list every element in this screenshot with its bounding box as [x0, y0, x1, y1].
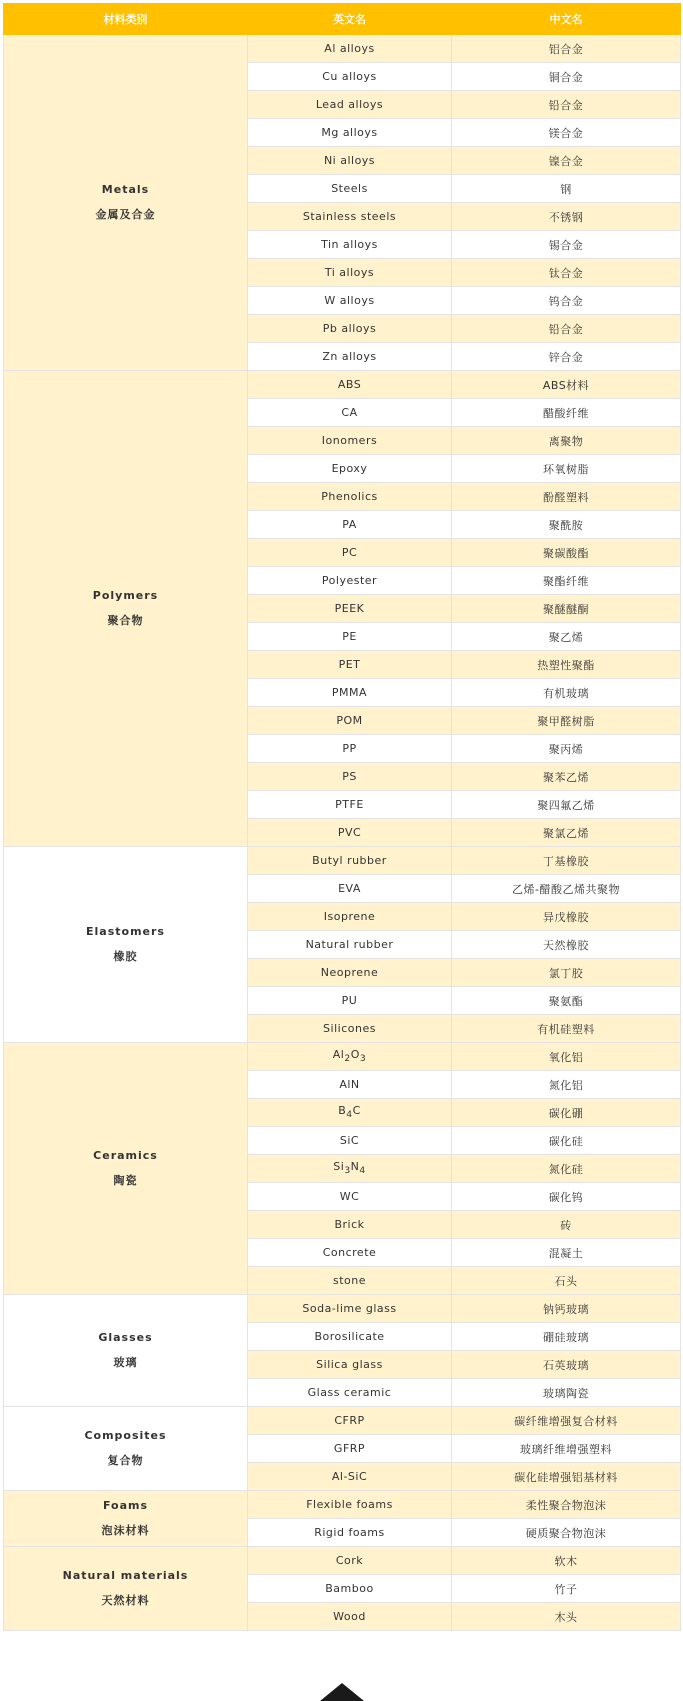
english-name-cell: Al alloys	[248, 35, 452, 63]
table-row	[4, 1295, 681, 1323]
chinese-name-cell: 玻璃纤维增强塑料	[452, 1435, 681, 1463]
chinese-name-cell: 砖	[452, 1211, 681, 1239]
english-name-cell: Cork	[248, 1547, 452, 1575]
english-name-cell: POM	[248, 707, 452, 735]
english-name-cell: $Si_3N_4$	[248, 1155, 452, 1183]
chinese-name-cell: 钨合金	[452, 287, 681, 315]
chinese-name-cell: 不锈钢	[452, 203, 681, 231]
chinese-name-cell: 碳化硼	[452, 1099, 681, 1127]
chinese-name-cell: 酚醛塑料	[452, 483, 681, 511]
chinese-name-cell: 离聚物	[452, 427, 681, 455]
chinese-name-cell: 氯丁胶	[452, 959, 681, 987]
chinese-name-cell: 石头	[452, 1267, 681, 1295]
category-cell	[4, 371, 248, 847]
english-name-cell: Concrete	[248, 1239, 452, 1267]
english-name-cell: Glass ceramic	[248, 1379, 452, 1407]
english-name-cell: Epoxy	[248, 455, 452, 483]
chinese-name-cell: 软木	[452, 1547, 681, 1575]
english-name-cell: Soda-lime glass	[248, 1295, 452, 1323]
chinese-name-cell: 聚酯纤维	[452, 567, 681, 595]
chinese-name-cell: 钢	[452, 175, 681, 203]
english-name-cell: W alloys	[248, 287, 452, 315]
chinese-name-cell: 硬质聚合物泡沫	[452, 1519, 681, 1547]
header-row	[4, 4, 681, 35]
english-name-cell: Bamboo	[248, 1575, 452, 1603]
chinese-name-cell: 天然橡胶	[452, 931, 681, 959]
chinese-name-cell: 碳化钨	[452, 1183, 681, 1211]
chinese-name-cell: 聚氨酯	[452, 987, 681, 1015]
english-name-cell: SiC	[248, 1127, 452, 1155]
category-english: Natural materials	[62, 1569, 189, 1582]
header-category: 材料类别	[4, 4, 248, 35]
english-name-cell: Ionomers	[248, 427, 452, 455]
english-name-cell: Pb alloys	[248, 315, 452, 343]
chinese-name-cell: 锡合金	[452, 231, 681, 259]
english-name-cell: Al-SiC	[248, 1463, 452, 1491]
english-name-cell: Lead alloys	[248, 91, 452, 119]
english-name-cell: $B_4C$	[248, 1099, 452, 1127]
header-chinese: 中文名	[452, 4, 681, 35]
category-cell	[4, 1407, 248, 1491]
chinese-name-cell: 锌合金	[452, 343, 681, 371]
chinese-name-cell: 聚醚醚酮	[452, 595, 681, 623]
category-english: Glasses	[98, 1331, 153, 1344]
chinese-name-cell: 聚酰胺	[452, 511, 681, 539]
english-name-cell: Butyl rubber	[248, 847, 452, 875]
table-row	[4, 1547, 681, 1575]
materials-table	[3, 3, 681, 1631]
english-name-cell: Rigid foams	[248, 1519, 452, 1547]
table-row	[4, 1491, 681, 1519]
english-name-cell: Neoprene	[248, 959, 452, 987]
category-english: Foams	[102, 1499, 149, 1512]
english-name-cell: PP	[248, 735, 452, 763]
english-name-cell: Brick	[248, 1211, 452, 1239]
chinese-name-cell: 丁基橡胶	[452, 847, 681, 875]
english-name-cell: PEEK	[248, 595, 452, 623]
table-body	[4, 35, 681, 1631]
header-english: 英文名	[248, 4, 452, 35]
table-row	[4, 371, 681, 399]
chinese-name-cell: 铝合金	[452, 35, 681, 63]
materials-table-container	[3, 3, 680, 1631]
english-name-cell: PS	[248, 763, 452, 791]
chinese-name-cell: 碳化硅增强铝基材料	[452, 1463, 681, 1491]
english-name-cell: Cu alloys	[248, 63, 452, 91]
category-english: Metals	[101, 183, 150, 196]
chinese-name-cell: 氮化铝	[452, 1071, 681, 1099]
category-chinese: 橡胶	[113, 950, 138, 963]
chinese-name-cell: 氮化硅	[452, 1155, 681, 1183]
english-name-cell: Ti alloys	[248, 259, 452, 287]
category-cell	[4, 1295, 248, 1407]
english-name-cell: CA	[248, 399, 452, 427]
english-name-cell: Natural rubber	[248, 931, 452, 959]
chinese-name-cell: 聚四氟乙烯	[452, 791, 681, 819]
english-name-cell: WC	[248, 1183, 452, 1211]
category-english: Composites	[84, 1429, 167, 1442]
category-cell	[4, 1043, 248, 1295]
chinese-name-cell: 硼硅玻璃	[452, 1323, 681, 1351]
category-chinese: 天然材料	[101, 1594, 150, 1607]
category-chinese: 玻璃	[113, 1356, 138, 1369]
category-chinese: 复合物	[107, 1454, 144, 1467]
category-cell	[4, 35, 248, 371]
chinese-name-cell: 环氧树脂	[452, 455, 681, 483]
english-name-cell: PMMA	[248, 679, 452, 707]
category-chinese: 陶瓷	[113, 1174, 138, 1187]
chinese-name-cell: 玻璃陶瓷	[452, 1379, 681, 1407]
chinese-name-cell: 镍合金	[452, 147, 681, 175]
chinese-name-cell: 聚碳酸酯	[452, 539, 681, 567]
category-cell	[4, 1491, 248, 1547]
english-name-cell: Ni alloys	[248, 147, 452, 175]
english-name-cell: Phenolics	[248, 483, 452, 511]
chinese-name-cell: 混凝土	[452, 1239, 681, 1267]
english-name-cell: EVA	[248, 875, 452, 903]
english-name-cell: Wood	[248, 1603, 452, 1631]
chinese-name-cell: 铅合金	[452, 91, 681, 119]
chinese-name-cell: 异戊橡胶	[452, 903, 681, 931]
english-name-cell: Borosilicate	[248, 1323, 452, 1351]
category-cell	[4, 847, 248, 1043]
english-name-cell: Steels	[248, 175, 452, 203]
english-name-cell: GFRP	[248, 1435, 452, 1463]
chinese-name-cell: 碳化硅	[452, 1127, 681, 1155]
chinese-name-cell: 氧化铝	[452, 1043, 681, 1071]
english-name-cell: Zn alloys	[248, 343, 452, 371]
english-name-cell: PC	[248, 539, 452, 567]
english-name-cell: PU	[248, 987, 452, 1015]
english-name-cell: PVC	[248, 819, 452, 847]
category-english: Elastomers	[86, 925, 165, 938]
chinese-name-cell: 铜合金	[452, 63, 681, 91]
english-name-cell: PET	[248, 651, 452, 679]
chinese-name-cell: 柔性聚合物泡沫	[452, 1491, 681, 1519]
category-chinese: 泡沫材料	[101, 1524, 150, 1537]
category-english: Polymers	[92, 589, 159, 602]
english-name-cell: PA	[248, 511, 452, 539]
english-name-cell: Isoprene	[248, 903, 452, 931]
chinese-name-cell: 醋酸纤维	[452, 399, 681, 427]
english-name-cell: Polyester	[248, 567, 452, 595]
chinese-name-cell: 碳纤维增强复合材料	[452, 1407, 681, 1435]
category-chinese: 金属及合金	[95, 208, 156, 221]
chinese-name-cell: 木头	[452, 1603, 681, 1631]
chinese-name-cell: 聚丙烯	[452, 735, 681, 763]
english-name-cell: Flexible foams	[248, 1491, 452, 1519]
chinese-name-cell: ABS材料	[452, 371, 681, 399]
chinese-name-cell: 竹子	[452, 1575, 681, 1603]
table-row	[4, 1407, 681, 1435]
english-name-cell: Tin alloys	[248, 231, 452, 259]
english-name-cell: AlN	[248, 1071, 452, 1099]
chinese-name-cell: 热塑性聚酯	[452, 651, 681, 679]
decorative-triangle-icon	[320, 1683, 364, 1701]
english-name-cell: PTFE	[248, 791, 452, 819]
category-cell	[4, 1547, 248, 1631]
english-name-cell: Silicones	[248, 1015, 452, 1043]
chinese-name-cell: 有机玻璃	[452, 679, 681, 707]
english-name-cell: Stainless steels	[248, 203, 452, 231]
english-name-cell: PE	[248, 623, 452, 651]
chinese-name-cell: 石英玻璃	[452, 1351, 681, 1379]
chinese-name-cell: 铅合金	[452, 315, 681, 343]
english-name-cell: ABS	[248, 371, 452, 399]
category-english: Ceramics	[93, 1149, 158, 1162]
table-row	[4, 1043, 681, 1071]
english-name-cell: $Al_2O_3$	[248, 1043, 452, 1071]
english-name-cell: Silica glass	[248, 1351, 452, 1379]
chinese-name-cell: 有机硅塑料	[452, 1015, 681, 1043]
chinese-name-cell: 聚乙烯	[452, 623, 681, 651]
chinese-name-cell: 镁合金	[452, 119, 681, 147]
english-name-cell: stone	[248, 1267, 452, 1295]
chinese-name-cell: 钛合金	[452, 259, 681, 287]
chinese-name-cell: 聚氯乙烯	[452, 819, 681, 847]
english-name-cell: CFRP	[248, 1407, 452, 1435]
chinese-name-cell: 聚苯乙烯	[452, 763, 681, 791]
chinese-name-cell: 钠钙玻璃	[452, 1295, 681, 1323]
category-chinese: 聚合物	[107, 614, 144, 627]
chinese-name-cell: 聚甲醛树脂	[452, 707, 681, 735]
table-row	[4, 35, 681, 63]
english-name-cell: Mg alloys	[248, 119, 452, 147]
chinese-name-cell: 乙烯-醋酸乙烯共聚物	[452, 875, 681, 903]
table-row	[4, 847, 681, 875]
